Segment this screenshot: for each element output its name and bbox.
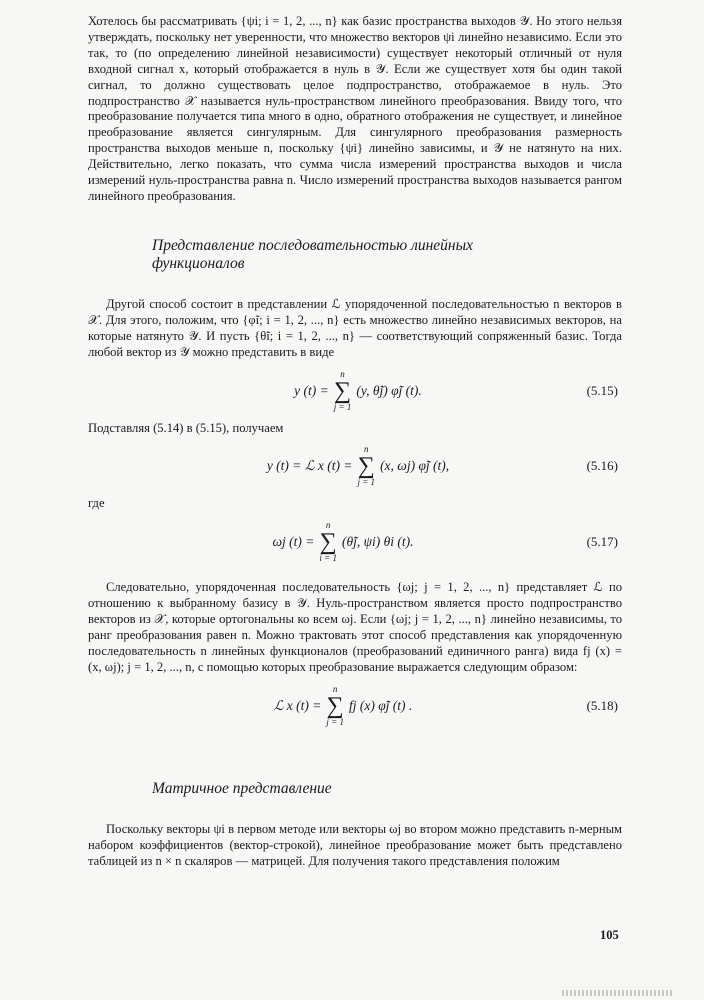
matrix-paragraph: Поскольку векторы ψi в первом методе или векторы ωj во втором можно представить n-мерным набором коэффициентов (вектор-строкой), линейное преобразование может быть представлено таблицей из n × n скаляров — матрицей. Для получения такого представления положим (88, 821, 622, 868)
eq-5-16-number: (5.16) (586, 458, 618, 474)
eq-5-18-upper: n (332, 683, 338, 694)
section-title-line2: функционалов (152, 254, 245, 272)
eq-5-18-number: (5.18) (586, 697, 618, 713)
intro-paragraph: Хотелось бы рассматривать {ψi; i = 1, 2, ..., n} как базис пространства выходов 𝒴. Но этого нельзя утверждать, поскольку нет уверенности, что множество векторов ψi линейно независимо. Если это так, то (по определению линейной независимости) существует некоторый отличный от нуля входной сигнал x, который отображается в нуль в 𝒴. Если же существует хотя бы один такой сигнал, то должно существовать целое подпространство, отображаемое в нуль. Это подпространство 𝒳 называется нуль-пространством линейного преобразования. Ввиду того, что преобразование получается типа много в одно, обратного отображения не существует, и линейное преобразование является сингулярным. Для сингулярного преобразования размерность пространства выходов меньше n, поскольку {ψi} линейно зависимы, и 𝒴 не натянуто на них. Действительно, легко показать, что сумма числа измерений пространства выходов и числа измерений нуль-пространства равна n. Число измерений пространства выходов называется рангом линейного преобразования. (88, 14, 622, 203)
eq-5-15-lhs: y (t) = (294, 382, 329, 398)
eq-5-16-lower: j = 1 (357, 477, 376, 488)
eq-5-15-sum (334, 370, 352, 412)
eq-5-16-lhs: y (t) = ℒ x (t) = (266, 458, 353, 474)
eq-5-18-lhs: ℒ x (t) = (273, 697, 322, 713)
eq-5-15-upper: n (340, 368, 345, 379)
sigma-symbol: ∑ (319, 529, 337, 556)
section-heading-sequence (88, 237, 622, 273)
section-title-line1: Представление последовательностью линейных (152, 236, 473, 254)
page-content (88, 14, 622, 869)
equation-5-17 (88, 512, 622, 572)
equation-5-16 (88, 436, 622, 496)
eq-5-17-upper: n (325, 520, 331, 531)
eq-5-16-upper: n (364, 444, 369, 455)
eq-5-15-number: (5.15) (586, 382, 618, 398)
eq-5-16-sum (357, 445, 375, 487)
eq-5-15-rhs: (y, θ̃j) φ̃j (t). (356, 382, 422, 398)
eq-5-18-lower: j = 1 (326, 716, 344, 727)
sigma-symbol: ∑ (357, 453, 375, 480)
equation-5-15 (88, 361, 622, 421)
where-text: где (88, 496, 105, 511)
sequence-paragraph: Другой способ состоит в представлении ℒ упорядоченной последовательностью n векторов в 𝒳. Для этого, положим, что {φ̃i; i = 1, 2, ..., n} есть множество линейно независимых векторов, на которые натянуто 𝒴. И пусть {θ̃i; i = 1, 2, ..., n} — соответствующий сопряженный базис. Тогда любой вектор из 𝒴 можно представить в виде (88, 296, 622, 359)
eq-5-18-rhs: fj (x) φ̃j (t) . (348, 697, 413, 713)
sigma-symbol: ∑ (334, 377, 352, 404)
eq-5-17-lhs: ωj (t) = (272, 534, 315, 550)
eq-5-15-lower: j = 1 (333, 401, 352, 412)
substitution-text: Подставляя (5.14) в (5.15), получаем (88, 420, 284, 435)
sigma-symbol: ∑ (326, 692, 344, 719)
eq-5-16-rhs: (x, ωj) φ̃j (t), (380, 458, 450, 474)
eq-5-17-rhs: (θ̃j, ψi) θi (t). (341, 534, 414, 550)
consequently-paragraph: Следовательно, упорядоченная последовательность {ωj; j = 1, 2, ..., n} представляет ℒ по отношению к выбранному базису в 𝒴. Нуль-пространством является просто подпространство векторов из 𝒳, которые ортогональны ко всем ωj. Если {ωj; j = 1, 2, ..., n} линейно независимы, то ранг преобразования равен n. Можно трактовать этот способ представления как упорядоченную последовательность n линейных функционалов (преобразований единичного ранга) вида fj (x) = (x, ωj); j = 1, 2, ..., n, с помощью которых преобразование выражается следующим образом: (88, 580, 622, 674)
eq-5-18-sum (326, 685, 344, 727)
page-number: 105 (600, 928, 619, 942)
scan-stamp-mark (562, 990, 672, 996)
eq-5-17-sum (319, 521, 337, 563)
eq-5-17-number: (5.17) (586, 534, 618, 550)
section-heading-matrix: Матричное представление (152, 779, 332, 797)
equation-5-18 (88, 676, 622, 736)
eq-5-17-lower: i = 1 (319, 553, 337, 564)
